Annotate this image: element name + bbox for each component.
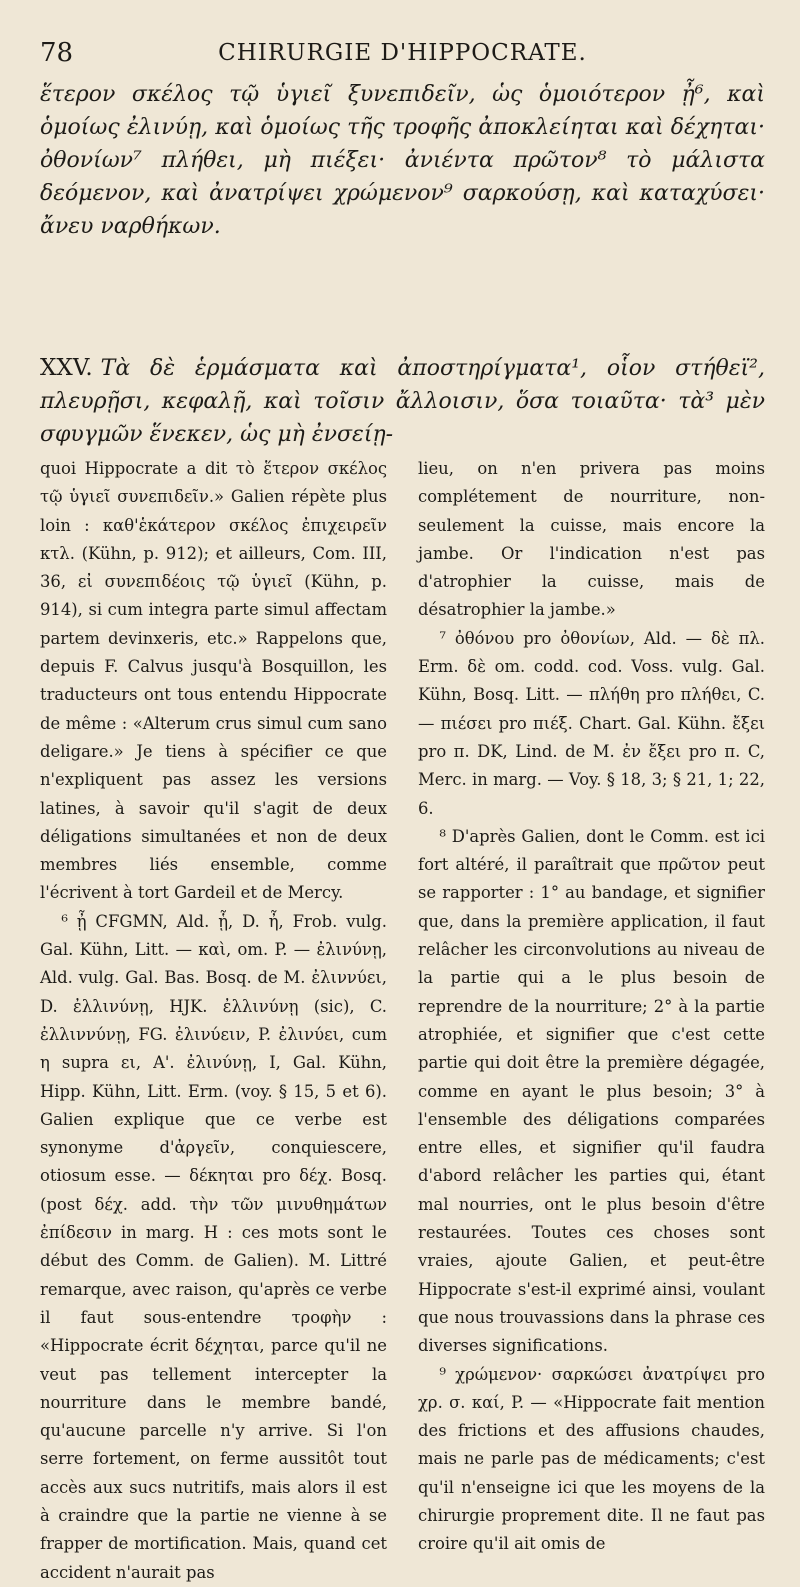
note-paragraph: quoi Hippocrate a dit τὸ ἕτερον σκέλος τῷ ὑγιεῖ συνεπιδεῖν.» Galien répète plus loin : καθ'ἑκάτερον σκέλος ἐπιχειρεῖν κτλ. (Kühn, p. 912); et ailleurs, Com. III, 36, εἰ συνεπιδέοις τῷ ὑγιεῖ (Kühn, p. 914), si cum integra parte simul affectam partem devinxeris, etc.» Rappelons que, depuis F. Calvus jusqu'à Bosquillon, les traducteurs ont tous entendu Hippocrate de même : «Alterum crus simul cum sano deligare.» Je tiens à spécifier ce que n'expliquent pas assez les versions latines, à savoir qu'il s'agit de deux déligations simultanées et non de deux membres liés ensemble, comme l'écrivent à tort Gardeil et de Mercy.	[40, 459, 387, 903]
running-title: CHIRURGIE D'HIPPOCRATE.	[218, 40, 587, 66]
notes-column-right	[418, 455, 765, 1559]
page-header	[40, 38, 765, 74]
section-number: XXV.	[40, 355, 93, 381]
note-7: ⁷ ὀθόνου pro ὀθονίων, Ald. — δὲ πλ. Erm. δὲ om. codd. cod. Voss. vulg. Gal. Kühn, Bosq. Litt. — πλήθη pro πλήθει, C. — πιέσει pro πιέξ. Chart. Gal. Kühn. ἔξει pro π. DK, Lind. de M. ἐν ἔξει pro π. C, Merc. in marg. — Voy. § 18, 3; § 21, 1; 22, 6.	[418, 628, 765, 818]
section-25-greek-text: Τὰ δὲ ἑρμάσματα καὶ ἀποστηρίγματα¹, οἷον στήθεϊ², πλευρῇσι, κεφαλῇ, καὶ τοῖσιν ἄλλοισιν, ὅσα τοιαῦτα· τὰ³ μὲν σφυγμῶν ἕνεκεν, ὡς μὴ ἐνσείῃ-	[40, 356, 765, 447]
note-8: ⁸ D'après Galien, dont le Comm. est ici fort altéré, il paraîtrait que πρῶτον peut se rapporter : 1° au bandage, et signifier que, dans la première application, il faut relâcher les circonvolutions au niveau de la partie qui a le plus besoin de reprendre de la nourriture; 2° à la partie atrophiée, et signifier que c'est cette partie qui doit être la première dégagée, comme en ayant le plus besoin; 3° à l'ensemble des déligations comparées entre elles, et signifier qu'il faudra d'abord relâcher les parties qui, étant mal nourries, ont le plus besoin d'être restaurées. Toutes ces choses sont vraies, ajoute Galien, et peut-être Hippocrate s'est-il exprimé ainsi, voulant que nous trouvassions dans la phrase ces diverses significations.	[418, 826, 765, 1356]
section-25	[40, 352, 765, 451]
page-number: 78	[40, 38, 74, 68]
note-paragraph: lieu, on n'en privera pas moins complétement de nourriture, non-seulement la cuisse, mais encore la jambe. Or l'indication n'est pas d'atrophier la cuisse, mais de désatrophier la jambe.»	[418, 459, 765, 620]
notes-column-left	[40, 455, 387, 1587]
note-9: ⁹ χρώμενον· σαρκώσει ἀνατρίψει pro χρ. σ. καί, P. — «Hippocrate fait mention des frictions et des affusions chaudes, mais ne parle pas de médicaments; c'est qu'il n'enseigne ici que les moyens de la chirurgie proprement dite. Il ne faut pas croire qu'il ait omis de	[418, 1364, 765, 1554]
divider	[40, 444, 765, 445]
greek-text-top: ἕτερον σκέλος τῷ ὑγιεῖ ξυνεπιδεῖν, ὡς ὁμοιότερον ᾖ⁶, καὶ ὁμοίως ἐλινύῃ, καὶ ὁμοίως τῆς τροφῆς ἀποκλείηται καὶ δέχηται· ὀθονίων⁷ πλήθει, μὴ πιέξει· ἀνιέντα πρῶτον⁸ τὸ μάλιστα δεόμενον, καὶ ἀνατρίψει χρώμενον⁹ σαρκούσῃ, καὶ καταχύσει· ἄνευ ναρθήκων.	[40, 82, 765, 239]
note-6: ⁶ ᾖ CFGMN, Ald. ᾗ, D. ἦ, Frob. vulg. Gal. Kühn, Litt. — καὶ, om. P. — ἐλινύνῃ, Ald. vulg. Gal. Bas. Bosq. de M. ἐλιννύει, D. ἐλλινύνῃ, HJK. ἐλλινύνῃ (sic), C. ἐλλιννύνῃ, FG. ἐλινύειν, P. ἐλινύει, cum η supra ει, A'. ἐλινύνῃ, I, Gal. Kühn, Hipp. Kühn, Litt. Erm. (voy. § 15, 5 et 6). Galien explique que ce verbe est synonyme d'ἀργεῖν, conquiescere, otiosum esse. — δέκηται pro δέχ. Bosq. (post δέχ. add. τὴν τῶν μινυθημάτων ἐπίδεσιν in marg. H : ces mots sont le début des Comm. de Galien). M. Littré remarque, avec raison, qu'après ce verbe il faut sous-entendre τροφὴν : «Hippocrate écrit δέχηται, parce qu'il ne veut pas tellement intercepter la nourriture dans le membre bandé, qu'aucune parcelle n'y arrive. Si l'on serre fortement, on ferme aussitôt tout accès aux sucs nutritifs, mais alors il est à craindre que la partie ne vienne à se frapper de mortification. Mais, quand cet accident n'aurait pas	[40, 911, 387, 1582]
